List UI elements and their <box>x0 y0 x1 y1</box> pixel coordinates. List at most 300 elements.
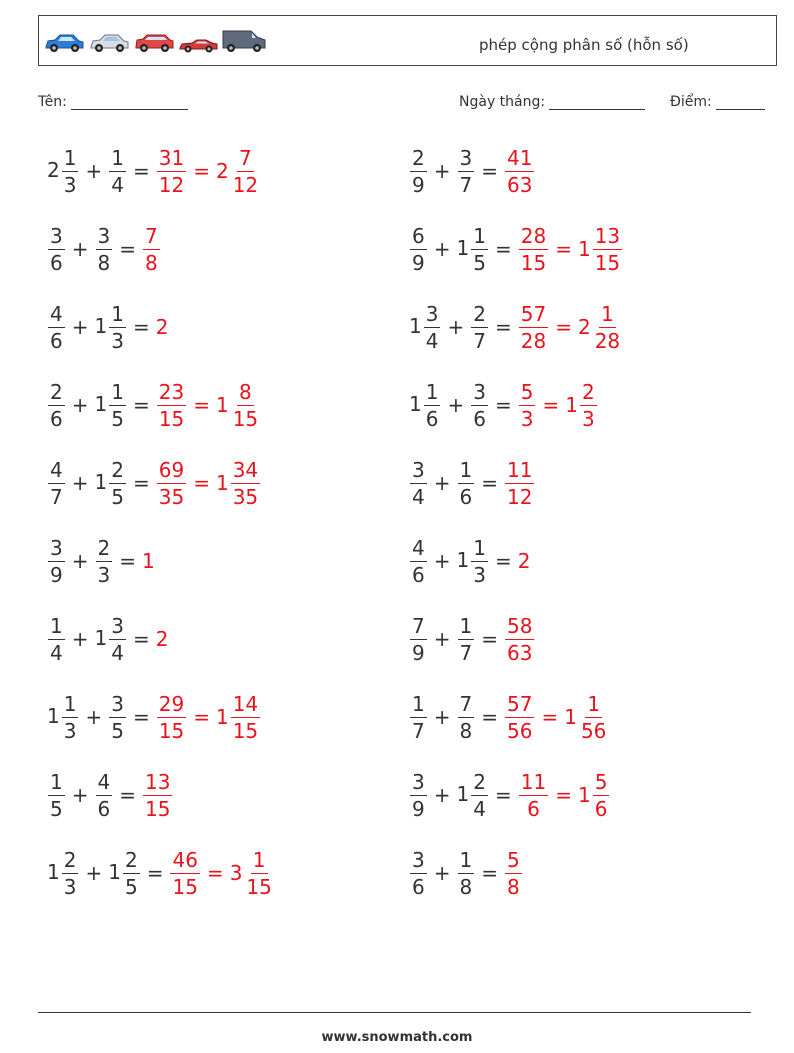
date-blank[interactable] <box>549 109 645 110</box>
equals-sign: = <box>494 393 512 417</box>
plus-sign: + <box>433 237 451 261</box>
answer-numerator: 28 <box>520 223 547 248</box>
plus-sign: + <box>71 393 89 417</box>
problem-row <box>47 765 173 825</box>
addend-denominator: 6 <box>412 874 425 899</box>
page-title: phép cộng phân số (hỗn số) <box>479 36 689 54</box>
problem-row <box>47 843 275 903</box>
equals-sign: = <box>481 705 498 729</box>
equals-sign: = <box>132 705 150 729</box>
score-field <box>670 94 765 110</box>
answer-numerator: 46 <box>172 847 198 872</box>
answer-fraction <box>593 301 622 353</box>
answer-whole: 1 <box>215 471 229 495</box>
answer-fraction <box>505 145 534 197</box>
answer-numerator: 58 <box>507 613 533 638</box>
answer-whole: 1 <box>142 549 155 573</box>
addend <box>457 457 476 509</box>
addend-denominator: 7 <box>459 172 473 197</box>
addend <box>457 691 476 743</box>
addend-fraction <box>410 769 427 821</box>
addend-fraction <box>48 379 65 431</box>
problem-row <box>409 531 531 591</box>
answer-numerator: 34 <box>232 457 259 482</box>
answer-fraction <box>593 769 610 821</box>
answer <box>577 769 610 821</box>
answer-fraction <box>519 769 548 821</box>
addend-numerator: 3 <box>425 301 439 326</box>
score-label: Điểm: <box>670 94 712 110</box>
addend-denominator: 6 <box>459 484 473 509</box>
addend <box>409 145 428 197</box>
addend-whole: 1 <box>47 703 60 728</box>
equals-sign: = <box>132 627 150 651</box>
addend-numerator: 3 <box>97 223 111 248</box>
addend-denominator: 6 <box>473 406 486 431</box>
addend-numerator: 7 <box>412 613 425 638</box>
answer <box>142 549 156 573</box>
addend-fraction <box>96 769 113 821</box>
answer-denominator: 28 <box>594 328 621 353</box>
addend-denominator: 8 <box>459 718 473 743</box>
equals-sign: = <box>193 393 210 417</box>
plus-sign: + <box>85 159 103 183</box>
addend <box>47 691 79 743</box>
addend <box>409 379 441 431</box>
answer <box>142 769 173 821</box>
answer <box>156 145 187 197</box>
addend-fraction <box>471 535 488 587</box>
addend <box>108 847 140 899</box>
addend <box>47 769 66 821</box>
addend <box>95 769 114 821</box>
addend-fraction <box>424 379 441 431</box>
answer <box>142 223 161 275</box>
plus-sign: + <box>71 549 89 573</box>
addend-numerator: 7 <box>459 691 473 716</box>
answer <box>156 627 170 651</box>
answer-fraction <box>505 457 534 509</box>
addend <box>409 769 428 821</box>
answer-numerator: 69 <box>158 457 185 482</box>
problem-row <box>409 375 598 435</box>
addend-numerator: 3 <box>50 223 63 248</box>
addend <box>409 613 428 665</box>
addend-denominator: 6 <box>50 406 63 431</box>
addend-denominator: 7 <box>50 484 63 509</box>
answer-denominator: 3 <box>520 406 534 431</box>
addend-denominator: 7 <box>473 328 486 353</box>
date-label: Ngày tháng: <box>459 94 546 110</box>
addend-numerator: 1 <box>63 145 77 170</box>
addend-denominator: 8 <box>459 874 473 899</box>
answer-denominator: 3 <box>581 406 595 431</box>
addend-fraction <box>109 613 126 665</box>
answer-denominator: 15 <box>158 406 185 431</box>
answer <box>156 691 187 743</box>
addend <box>94 301 127 353</box>
addend-fraction <box>62 145 79 197</box>
addend <box>47 535 66 587</box>
answer-fraction <box>505 691 534 743</box>
addend-denominator: 6 <box>425 406 439 431</box>
plus-sign: + <box>433 783 451 807</box>
problem-row <box>47 375 261 435</box>
answer <box>504 613 535 665</box>
addend-whole: 1 <box>94 625 108 650</box>
addend <box>108 691 127 743</box>
addend <box>47 457 66 509</box>
answer <box>504 145 535 197</box>
problem-row <box>47 141 261 201</box>
equals-sign: = <box>132 159 150 183</box>
answer-numerator: 29 <box>158 691 185 716</box>
addend-denominator: 5 <box>111 406 124 431</box>
addend-numerator: 2 <box>111 457 124 482</box>
addend-denominator: 4 <box>473 796 486 821</box>
addend-numerator: 1 <box>459 457 473 482</box>
answer-fraction <box>231 379 260 431</box>
answer-fraction <box>231 145 260 197</box>
addend-whole: 1 <box>456 547 470 572</box>
plus-sign: + <box>433 705 451 729</box>
answer-fraction <box>519 379 536 431</box>
addend-fraction <box>471 223 488 275</box>
answer <box>215 145 261 197</box>
equals-sign: = <box>542 393 560 417</box>
addend-denominator: 5 <box>111 484 124 509</box>
answer <box>518 223 549 275</box>
addend-whole: 2 <box>47 157 60 182</box>
equals-sign: = <box>119 549 136 573</box>
addend-fraction <box>410 535 427 587</box>
answer-denominator: 63 <box>507 172 533 197</box>
answer-whole: 2 <box>215 159 229 183</box>
answer-fraction <box>579 691 608 743</box>
addend-numerator: 2 <box>50 379 63 404</box>
addend <box>47 145 79 197</box>
addend <box>94 379 127 431</box>
addend-denominator: 9 <box>412 172 425 197</box>
answer-numerator: 14 <box>232 691 259 716</box>
addend-fraction <box>123 847 140 899</box>
equals-sign: = <box>206 861 224 885</box>
name-field <box>38 94 188 110</box>
addend-fraction <box>48 301 65 353</box>
answer-denominator: 12 <box>158 172 185 197</box>
addend-numerator: 3 <box>412 847 425 872</box>
addend-denominator: 4 <box>111 640 124 665</box>
answer-whole: 1 <box>215 705 229 729</box>
answer-fraction <box>143 769 172 821</box>
plus-sign: + <box>433 471 451 495</box>
answer <box>565 379 597 431</box>
addend-whole: 1 <box>456 235 470 260</box>
addend <box>457 145 476 197</box>
problem-row <box>409 687 609 747</box>
header-icons <box>43 28 267 54</box>
answer-fraction <box>519 301 548 353</box>
equals-sign: = <box>481 627 498 651</box>
car-blue-icon <box>43 32 85 54</box>
answer <box>518 379 537 431</box>
answer-denominator: 28 <box>520 328 547 353</box>
answer-denominator: 63 <box>507 640 533 665</box>
car-sports-icon <box>178 36 218 54</box>
answer-fraction <box>231 457 260 509</box>
plus-sign: + <box>71 315 89 339</box>
addend-denominator: 3 <box>63 718 77 743</box>
answer-whole: 1 <box>577 237 591 261</box>
answer-fraction <box>157 457 186 509</box>
addend-denominator: 5 <box>111 718 124 743</box>
answer-fraction <box>143 223 160 275</box>
answer <box>504 457 535 509</box>
answer-denominator: 56 <box>580 718 607 743</box>
answer <box>518 769 549 821</box>
answer-denominator: 15 <box>232 718 259 743</box>
addend-denominator: 6 <box>412 562 425 587</box>
footer-url: www.snowmath.com <box>321 1030 473 1045</box>
plus-sign: + <box>71 237 89 261</box>
problem-row <box>47 609 169 669</box>
addend-numerator: 1 <box>63 691 77 716</box>
plus-sign: + <box>85 861 103 885</box>
plus-sign: + <box>85 705 103 729</box>
addend-numerator: 2 <box>473 301 486 326</box>
answer-numerator: 2 <box>581 379 595 404</box>
problem-row <box>409 453 535 513</box>
addend-denominator: 3 <box>97 562 111 587</box>
addend <box>470 301 489 353</box>
name-blank[interactable] <box>71 109 188 110</box>
addend-denominator: 5 <box>473 250 486 275</box>
answer-fraction <box>505 613 534 665</box>
problem-row <box>409 219 623 279</box>
answer-denominator: 15 <box>232 406 259 431</box>
answer-whole: 1 <box>564 705 577 729</box>
answer <box>504 847 523 899</box>
addend-denominator: 6 <box>97 796 111 821</box>
addend-fraction <box>109 145 126 197</box>
answer-denominator: 6 <box>527 796 540 821</box>
answer-numerator: 7 <box>145 223 158 248</box>
addend-fraction <box>62 847 79 899</box>
plus-sign: + <box>433 861 451 885</box>
addend-fraction <box>410 223 427 275</box>
addend <box>47 301 66 353</box>
answer-fraction <box>157 691 186 743</box>
answer-denominator: 56 <box>507 718 533 743</box>
addend <box>94 613 127 665</box>
answer <box>504 691 535 743</box>
equals-sign: = <box>555 237 572 261</box>
answer-numerator: 31 <box>158 145 185 170</box>
answer-fraction <box>580 379 597 431</box>
equals-sign: = <box>119 237 136 261</box>
answer <box>518 301 549 353</box>
addend-fraction <box>109 301 126 353</box>
addend-denominator: 4 <box>50 640 63 665</box>
problem-row <box>409 297 623 357</box>
answer-denominator: 15 <box>172 874 198 899</box>
addend-numerator: 1 <box>111 379 124 404</box>
addend-numerator: 1 <box>459 847 473 872</box>
addend-denominator: 4 <box>412 484 425 509</box>
addend-fraction <box>48 457 65 509</box>
addend-numerator: 3 <box>50 535 63 560</box>
addend <box>47 613 66 665</box>
addend-numerator: 1 <box>459 613 473 638</box>
addend-fraction <box>48 769 65 821</box>
addend-whole: 1 <box>456 781 470 806</box>
addend-denominator: 3 <box>473 562 486 587</box>
addend-numerator: 3 <box>459 145 473 170</box>
problem-row <box>47 453 261 513</box>
answer <box>156 315 170 339</box>
problem-row <box>47 297 169 357</box>
addend <box>95 223 114 275</box>
name-label: Tên: <box>38 94 67 110</box>
addend-denominator: 7 <box>412 718 425 743</box>
plus-sign: + <box>447 315 465 339</box>
plus-sign: + <box>433 159 451 183</box>
addend-denominator: 8 <box>97 250 111 275</box>
plus-sign: + <box>71 783 89 807</box>
addend-whole: 1 <box>409 313 422 338</box>
addend-denominator: 3 <box>63 874 77 899</box>
addend-numerator: 4 <box>50 457 63 482</box>
addend-numerator: 3 <box>412 457 425 482</box>
addend <box>409 457 428 509</box>
addend <box>457 847 476 899</box>
car-silver-icon <box>88 32 130 54</box>
addend <box>409 691 428 743</box>
answer-denominator: 8 <box>507 874 520 899</box>
addend-numerator: 4 <box>50 301 63 326</box>
addend-fraction <box>96 535 113 587</box>
answer-fraction <box>170 847 199 899</box>
addend-fraction <box>471 379 488 431</box>
addend <box>95 535 114 587</box>
addend-numerator: 3 <box>473 379 486 404</box>
equals-sign: = <box>193 471 210 495</box>
addend-numerator: 2 <box>97 535 111 560</box>
addend <box>108 145 127 197</box>
addend <box>47 379 66 431</box>
addend-numerator: 2 <box>124 847 138 872</box>
addend-denominator: 3 <box>63 172 77 197</box>
addend <box>47 223 66 275</box>
equals-sign: = <box>132 471 150 495</box>
addend <box>456 769 489 821</box>
answer-numerator: 11 <box>520 769 547 794</box>
answer-fraction <box>157 145 186 197</box>
equals-sign: = <box>494 549 512 573</box>
date-field <box>459 94 645 110</box>
addend-numerator: 3 <box>412 769 425 794</box>
answer-denominator: 6 <box>594 796 608 821</box>
addend-fraction <box>410 691 427 743</box>
addend <box>94 457 127 509</box>
addend <box>409 847 428 899</box>
addend-numerator: 3 <box>111 613 124 638</box>
addend-denominator: 9 <box>412 250 425 275</box>
answer-fraction <box>157 379 186 431</box>
addend-denominator: 9 <box>412 796 425 821</box>
addend-numerator: 2 <box>473 769 486 794</box>
addend-denominator: 5 <box>50 796 63 821</box>
equals-sign: = <box>494 237 512 261</box>
addend-denominator: 4 <box>425 328 439 353</box>
header-box <box>38 15 777 66</box>
addend <box>456 223 489 275</box>
addend-fraction <box>48 535 65 587</box>
answer-denominator: 15 <box>158 718 185 743</box>
plus-sign: + <box>71 471 89 495</box>
answer <box>577 301 623 353</box>
answer-whole: 2 <box>577 315 591 339</box>
addend <box>409 535 428 587</box>
answer-fraction <box>244 847 273 899</box>
addend-fraction <box>109 457 126 509</box>
answer-numerator: 41 <box>507 145 533 170</box>
addend-fraction <box>48 613 65 665</box>
addend-numerator: 2 <box>412 145 425 170</box>
answer-numerator: 13 <box>145 769 171 794</box>
addend <box>457 613 476 665</box>
addend-numerator: 1 <box>50 769 63 794</box>
answer <box>169 847 200 899</box>
problem-row <box>47 531 156 591</box>
addend-denominator: 9 <box>50 562 63 587</box>
score-blank[interactable] <box>716 109 765 110</box>
answer-fraction <box>231 691 260 743</box>
answer-whole: 1 <box>577 783 591 807</box>
footer-divider <box>38 1012 751 1013</box>
addend-fraction <box>458 847 475 899</box>
equals-sign: = <box>119 783 136 807</box>
addend-numerator: 4 <box>412 535 425 560</box>
answer-whole: 3 <box>229 861 243 885</box>
answer-numerator: 11 <box>507 457 533 482</box>
addend-denominator: 9 <box>412 640 425 665</box>
answer-whole: 1 <box>215 393 229 417</box>
plus-sign: + <box>447 393 465 417</box>
equals-sign: = <box>555 315 572 339</box>
answer-fraction <box>505 847 522 899</box>
problem-row <box>409 141 535 201</box>
addend-fraction <box>410 847 427 899</box>
addend-numerator: 4 <box>97 769 111 794</box>
answer-whole: 2 <box>155 315 169 339</box>
answer-denominator: 8 <box>145 250 158 275</box>
equals-sign: = <box>132 315 150 339</box>
addend-fraction <box>458 613 475 665</box>
answer-numerator: 1 <box>587 691 601 716</box>
addend-fraction <box>96 223 113 275</box>
answer-fraction <box>593 223 622 275</box>
addend-denominator: 5 <box>124 874 138 899</box>
plus-sign: + <box>433 549 451 573</box>
addend-whole: 1 <box>409 391 422 416</box>
answer-numerator: 7 <box>239 145 252 170</box>
addend-fraction <box>62 691 79 743</box>
addend-whole: 1 <box>94 313 108 338</box>
answer-denominator: 35 <box>158 484 185 509</box>
equals-sign: = <box>481 159 498 183</box>
answer-numerator: 23 <box>158 379 185 404</box>
